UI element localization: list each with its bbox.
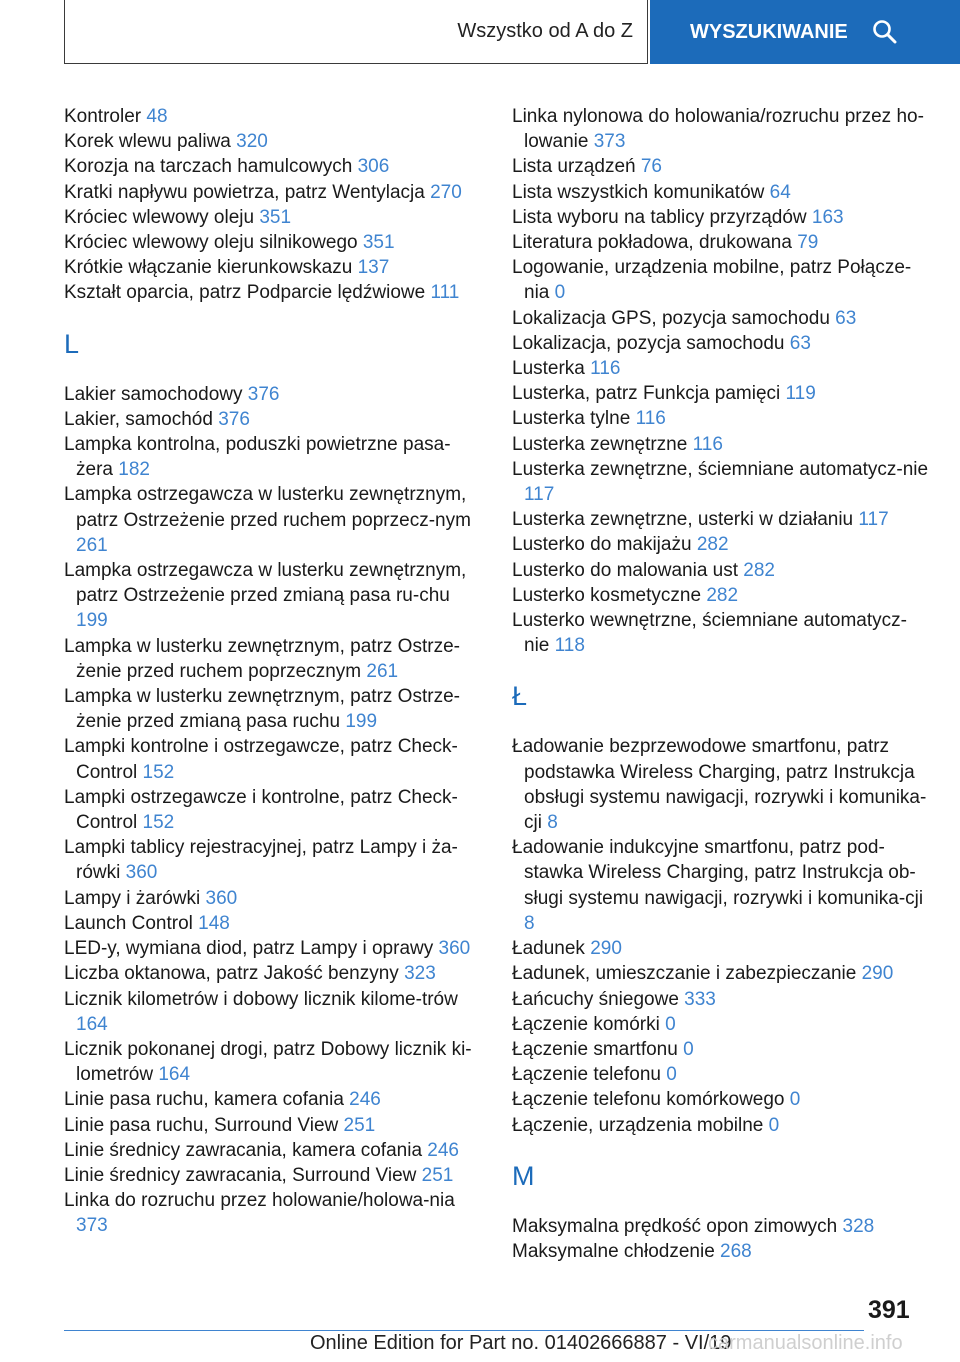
index-page-link[interactable]: 251 (421, 1164, 454, 1186)
index-entry (64, 432, 484, 482)
index-entry-text: Lusterka zewnętrzne, usterki w działaniu (512, 509, 859, 531)
index-entry-text: Lakier, samochód (64, 408, 219, 430)
index-entry (64, 205, 484, 230)
page-number: 391 (868, 1296, 910, 1324)
index-page-link[interactable]: 119 (785, 383, 816, 405)
index-entry-text: Literatura pokładowa, drukowana (512, 232, 798, 254)
index-entry (64, 407, 484, 432)
index-page-link[interactable]: 111 (430, 282, 460, 304)
index-letter-heading: Ł (512, 681, 528, 712)
index-entry-text: Launch Control (64, 912, 199, 934)
index-entry (512, 507, 932, 532)
index-entry-text: Lampki kontrolne i ostrzegawcze, patrz Check-Control (64, 736, 458, 783)
index-entry (64, 961, 484, 986)
index-page-link[interactable]: 116 (635, 408, 666, 430)
index-entry-text: Licznik pokonanej drogi, patrz Dobowy licznik ki‐lometrów (64, 1038, 472, 1086)
index-page-link[interactable]: 48 (146, 106, 168, 127)
index-entry (64, 1037, 484, 1087)
header (64, 0, 960, 66)
index-entry (512, 104, 932, 154)
index-entry (64, 1188, 484, 1238)
index-page-link[interactable]: 0 (554, 282, 566, 304)
index-entry-text: Lokalizacja, pozycja samochodu (512, 332, 790, 354)
index-column-right (512, 104, 932, 1264)
index-entry (512, 1214, 932, 1239)
index-page-link[interactable]: 63 (789, 332, 811, 354)
index-entry-text: Korek wlewu paliwa (64, 131, 237, 153)
index-entry-text: Lampka w lusterku zewnętrznym, patrz Ostrze‐żenie przed zmianą pasa ruchu (64, 686, 460, 733)
index-entry (512, 331, 932, 356)
index-entry (64, 558, 484, 634)
index-page-link[interactable]: 116 (692, 433, 723, 455)
index-page-link[interactable]: 360 (205, 887, 238, 909)
index-entry-text: Lusterko kosmetyczne (512, 584, 707, 606)
index-entry (64, 785, 484, 835)
index-letter-heading: L (64, 328, 80, 359)
index-page-link[interactable]: 251 (343, 1114, 376, 1136)
index-entry (512, 356, 932, 381)
index-entry-text: Lampka ostrzegawcza w lusterku zewnętrznym, patrz Ostrzeżenie przed ruchem poprzecz‐nym (64, 484, 471, 531)
index-entry-text: Licznik kilometrów i dobowy licznik kilome‐trów (64, 988, 458, 1010)
index-entry-text: Łańcuchy śniegowe (512, 988, 685, 1010)
index-entry (512, 1037, 932, 1062)
index-entry-text: Lampka w lusterku zewnętrznym, patrz Ostrze‐żenie przed ruchem poprzecznym (64, 635, 460, 682)
index-entry-text: Maksymalna prędkość opon zimowych (512, 1215, 843, 1237)
index-entry (64, 1138, 484, 1163)
index-page-link[interactable]: 261 (76, 534, 108, 556)
index-page-link[interactable]: 360 (125, 862, 158, 884)
index-entry (512, 154, 932, 179)
footer-divider (64, 1330, 864, 1331)
index-entry-text: Lokalizacja GPS, pozycja samochodu (512, 307, 836, 329)
index-page-link[interactable]: 0 (768, 1114, 780, 1136)
index-page-link[interactable]: 148 (198, 912, 230, 934)
index-entry-text: Lampka ostrzegawcza w lusterku zewnętrznym, patrz Ostrzeżenie przed zmianą pasa ru‐chu (64, 560, 467, 607)
index-entry-text: Lista urządzeń (512, 156, 641, 178)
index-entry-text: Lusterko do malowania ust (512, 559, 744, 581)
index-entry (512, 583, 932, 608)
index-entry-text: Kontroler (64, 106, 147, 127)
index-page-link[interactable]: 270 (430, 181, 462, 203)
index-page-link[interactable]: 8 (547, 812, 558, 834)
index-page-link[interactable]: 328 (842, 1215, 875, 1237)
index-page-link[interactable]: 118 (554, 635, 585, 657)
index-entry-text: Linka nylonowa do holowania/rozruchu przez ho‐lowanie (512, 106, 924, 153)
index-entry-text: Lampki tablicy rejestracyjnej, patrz Lampy i ża‐rówki (64, 837, 458, 884)
index-entry-text: Ładowanie indukcyjne smartfonu, patrz pod‐stawka Wireless Charging, patrz Instrukcja ob‐sługi systemu nawigacji, rozrywki i komunika‐cji (512, 837, 924, 909)
index-entry-text: Łączenie komórki (512, 1013, 666, 1035)
index-entry (512, 1062, 932, 1087)
index-page-link[interactable]: 199 (76, 610, 108, 632)
index-entry (512, 406, 932, 431)
index-entry-text: Ładunek (512, 938, 591, 960)
tab-a-to-z-label: Wszystko od A do Z (457, 20, 633, 42)
index-page-link[interactable]: 152 (142, 761, 175, 783)
index-page-link[interactable]: 351 (259, 206, 292, 228)
index-entry (64, 1163, 484, 1188)
index-entry-text: Linie średnicy zawracania, Surround View (64, 1164, 422, 1186)
index-entry-text: Logowanie, urządzenia mobilne, patrz Połącze‐nia (512, 257, 912, 304)
index-entry-text: Łączenie, urządzenia mobilne (512, 1114, 769, 1136)
index-entry-text: Lusterka (512, 358, 591, 380)
index-entry (64, 911, 484, 936)
index-entry-text: Króciec wlewowy oleju silnikowego (64, 232, 363, 254)
index-entry-text: Lista wyboru na tablicy przyrządów (512, 206, 812, 228)
index-page-link[interactable]: 164 (158, 1064, 191, 1086)
index-page-link[interactable]: 0 (665, 1013, 676, 1035)
index-entry (512, 230, 932, 255)
index-page-link[interactable]: 268 (720, 1240, 752, 1262)
tab-search-label: WYSZUKIWANIE (690, 20, 848, 43)
index-entry (64, 835, 484, 885)
index-page-link[interactable]: 116 (590, 358, 621, 380)
index-entry-text: Korozja na tarczach hamulcowych (64, 156, 358, 178)
index-entry-text: Kratki napływu powietrza, patrz Wentylacja (64, 181, 431, 203)
index-page-link[interactable]: 290 (861, 963, 894, 985)
index-entry (512, 558, 932, 583)
index-entry-text: Lusterka zewnętrzne, ściemniane automatycz‐nie (512, 458, 929, 480)
index-entry-text: Kształt oparcia, patrz Podparcie lędźwiowe (64, 282, 431, 304)
index-page-link[interactable]: 320 (236, 131, 268, 153)
index-page-link[interactable]: 137 (357, 257, 390, 279)
search-icon (872, 19, 898, 45)
index-entry-text: Łączenie telefonu (512, 1064, 667, 1086)
index-entry (64, 936, 484, 961)
index-page-link[interactable]: 261 (366, 660, 399, 682)
index-page-link[interactable]: 199 (345, 711, 378, 733)
index-letter-heading: M (512, 1160, 535, 1191)
index-page-link[interactable]: 182 (118, 459, 150, 481)
index-entry (64, 280, 484, 305)
index-page-link[interactable]: 306 (357, 156, 390, 178)
index-entry-text: Liczba oktanowa, patrz Jakość benzyny (64, 963, 405, 985)
index-entry-text: Łączenie telefonu komórkowego (512, 1089, 790, 1111)
index-entry (64, 482, 484, 558)
index-page-link[interactable]: 282 (743, 559, 775, 581)
index-entry-text: LED-y, wymiana diod, patrz Lampy i oprawy (64, 938, 439, 960)
index-page-link[interactable]: 351 (362, 232, 395, 254)
index-page-link[interactable]: 152 (142, 812, 175, 834)
index-page-link[interactable]: 323 (404, 963, 436, 985)
index-page-link[interactable]: 246 (349, 1089, 381, 1111)
index-entry (64, 987, 484, 1037)
index-entry (64, 129, 484, 154)
index-page-link[interactable]: 63 (835, 307, 857, 329)
index-entry (64, 886, 484, 911)
index-entry (512, 381, 932, 406)
index-page-link[interactable]: 163 (811, 206, 844, 228)
index-page-link[interactable]: 79 (797, 232, 819, 254)
index-entry-text: Linie pasa ruchu, Surround View (64, 1114, 344, 1136)
index-entry (64, 734, 484, 784)
index-page-link[interactable]: 373 (76, 1215, 108, 1237)
index-entry (512, 180, 932, 205)
index-page-link[interactable]: 376 (218, 408, 250, 430)
index-page-link[interactable]: 282 (706, 584, 739, 606)
index-entry (512, 457, 932, 507)
index-column-left (64, 104, 484, 1239)
index-entry-text: Lusterko do makijażu (512, 534, 697, 556)
index-entry-text: Lusterko wewnętrzne, ściemniane automatycz‐nie (512, 610, 907, 657)
index-page-link[interactable]: 360 (438, 938, 471, 960)
index-entry-text: Linie średnicy zawracania, kamera cofania (64, 1139, 428, 1161)
index-entry (512, 835, 932, 936)
index-entry (512, 1087, 932, 1112)
index-page-link[interactable]: 282 (696, 534, 729, 556)
index-page-link[interactable]: 164 (76, 1013, 108, 1035)
index-entry-text: Króciec wlewowy oleju (64, 206, 260, 228)
index-page-link[interactable]: 0 (666, 1064, 677, 1086)
index-page-link[interactable]: 290 (590, 938, 622, 960)
index-entry (512, 961, 932, 986)
index-entry-text: Lampy i żarówki (64, 887, 206, 909)
index-entry (64, 180, 484, 205)
index-page-link[interactable]: 0 (683, 1038, 694, 1060)
index-entry-text: Krótkie włączanie kierunkowskazu (64, 257, 358, 279)
tab-search[interactable] (650, 0, 960, 64)
index-page-link[interactable]: 246 (427, 1139, 459, 1161)
index-entry-text: Ładunek, umieszczanie i zabezpieczanie (512, 963, 862, 985)
index-entry (512, 1239, 932, 1264)
index-entry-text: Linie pasa ruchu, kamera cofania (64, 1089, 350, 1111)
index-entry (512, 1012, 932, 1037)
index-entry-text: Linka do rozruchu przez holowanie/holowa‐nia (64, 1190, 455, 1212)
index-page-link[interactable]: 64 (769, 181, 791, 203)
index-entry (64, 1113, 484, 1138)
index-entry (64, 684, 484, 734)
index-entry (64, 154, 484, 179)
index-entry-text: Lampki ostrzegawcze i kontrolne, patrz Check-Control (64, 786, 458, 834)
index-entry-text: Łączenie smartfonu (512, 1038, 684, 1060)
index-entry-text: Lusterka zewnętrzne (512, 433, 693, 455)
index-page-link[interactable]: 117 (524, 484, 555, 506)
index-entry-text: Lakier samochodowy (64, 383, 248, 405)
index-entry-text: Lista wszystkich komunikatów (512, 181, 770, 203)
index-entry (64, 382, 484, 407)
index-entry-text: Lusterka tylne (512, 408, 636, 430)
index-entry (64, 1087, 484, 1112)
index-entry (512, 734, 932, 835)
index-page-link[interactable]: 117 (858, 509, 889, 531)
index-entry (64, 104, 484, 129)
index-page-link[interactable]: 373 (593, 131, 626, 153)
index-page-link[interactable]: 333 (684, 988, 716, 1010)
index-entry-text: Lusterka, patrz Funkcja pamięci (512, 383, 786, 405)
index-entry (64, 634, 484, 684)
index-page-link[interactable]: 376 (247, 383, 280, 405)
index-entry (512, 255, 932, 305)
index-entry (512, 205, 932, 230)
index-entry (512, 608, 932, 658)
index-entry (512, 432, 932, 457)
index-entry (64, 255, 484, 280)
index-entry (512, 306, 932, 331)
index-entry (512, 532, 932, 557)
index-entry-text: Lampka kontrolna, poduszki powietrzne pasa‐żera (64, 434, 451, 481)
index-entry (512, 936, 932, 961)
index-page-link[interactable]: 0 (789, 1089, 801, 1111)
index-page-link[interactable]: 76 (640, 156, 662, 178)
footer-edition: Online Edition for Part no. 01402666887 - VI/19 (310, 1332, 732, 1354)
index-entry (512, 987, 932, 1012)
watermark: carmanualsonline.info (708, 1332, 903, 1354)
index-entry (64, 230, 484, 255)
index-entry-text: Ładowanie bezprzewodowe smartfonu, patrz podstawka Wireless Charging, patrz Instrukcja obsługi systemu nawigacji, rozrywki i komunika‐cji (512, 736, 927, 834)
index-entry (512, 1113, 932, 1138)
index-entry-text: Maksymalne chłodzenie (512, 1240, 721, 1262)
tab-a-to-z[interactable] (64, 0, 648, 64)
index-page-link[interactable]: 8 (524, 912, 535, 934)
